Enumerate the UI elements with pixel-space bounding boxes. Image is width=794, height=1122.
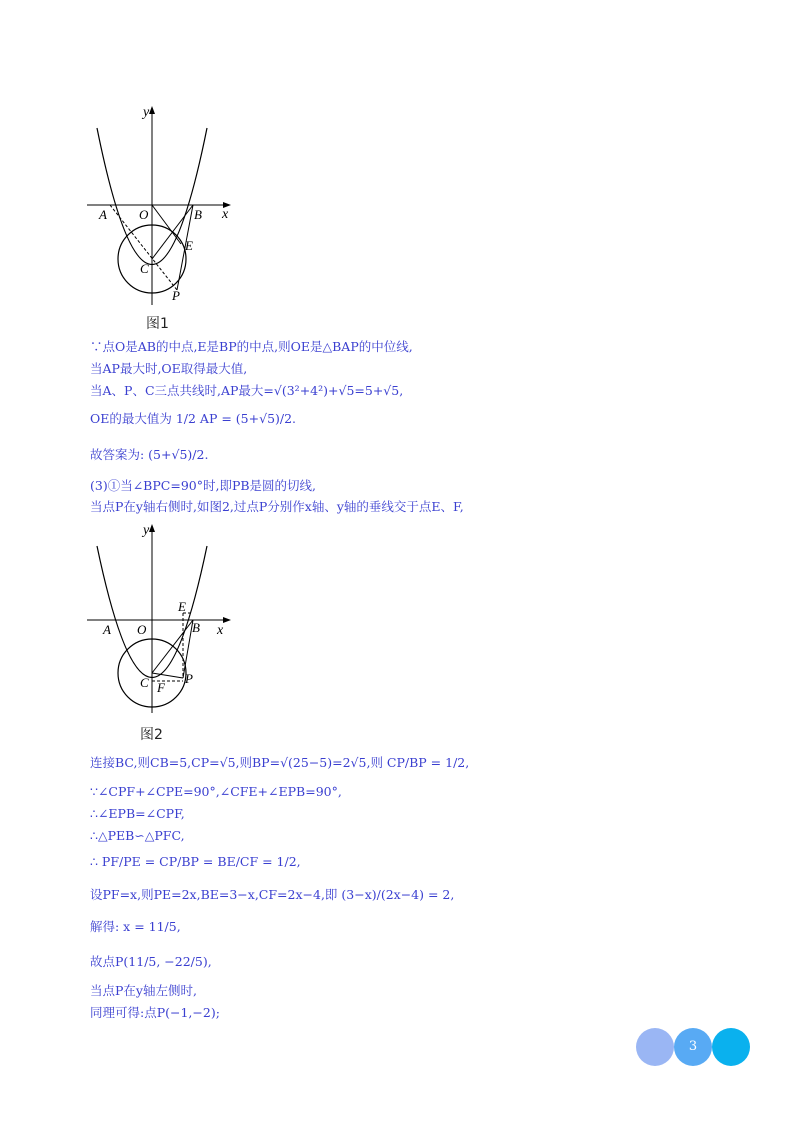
solution-line-14: 解得: x = 11/5,	[90, 919, 181, 934]
solution-line-13: 设PF=x,则PE=2x,BE=3−x,CF=2x−4,即 (3−x)/(2x−4) = 2,	[90, 887, 455, 902]
fig1-label-o: O	[139, 207, 149, 222]
solution-line-6: (3)①当∠BPC=90°时,即PB是圆的切线,	[90, 478, 317, 493]
solution-line-16: 当点P在y轴左侧时,	[90, 983, 197, 998]
solution-line-12: ∴ PF/PE = CP/BP = BE/CF = 1/2,	[90, 854, 301, 869]
fig1-label-p: P	[172, 288, 180, 303]
solution-line-10: ∴∠EPB=∠CPF,	[90, 806, 185, 821]
solution-line-9: ∵∠CPF+∠CPE=90°,∠CFE+∠EPB=90°,	[90, 784, 342, 799]
figure-2	[85, 518, 245, 718]
figure-1	[85, 100, 245, 310]
fig2-label-o: O	[137, 622, 147, 637]
page-number-badge	[636, 1028, 752, 1066]
fig1-label-a: A	[99, 207, 107, 222]
page-number: 3	[674, 1028, 712, 1066]
fig2-label-c: C	[140, 675, 149, 690]
figure-2-diagram	[85, 518, 245, 718]
fig2-label-e: E	[178, 599, 186, 614]
solution-line-15: 故点P(11/5, −22/5),	[90, 954, 212, 969]
badge-circle-right	[712, 1028, 750, 1066]
fig2-label-p: P	[185, 671, 193, 686]
solution-line-8: 连接BC,则CB=5,CP=√5,则BP=√(25−5)=2√5,则 CP/BP = 1/2,	[90, 755, 470, 770]
fig1-label-b: B	[194, 207, 202, 222]
solution-line-7: 当点P在y轴右侧时,如图2,过点P分别作x轴、y轴的垂线交于点E、F,	[90, 499, 464, 514]
fig2-label-a: A	[103, 622, 111, 637]
figure-2-caption: 图2	[140, 727, 163, 743]
solution-line-1: ∵点O是AB的中点,E是BP的中点,则OE是△BAP的中位线,	[90, 339, 413, 354]
fig2-label-x: x	[217, 623, 224, 638]
fig1-label-y: y	[143, 105, 150, 120]
solution-line-2: 当AP最大时,OE取得最大值,	[90, 361, 248, 376]
figure-1-diagram	[85, 100, 245, 310]
solution-line-17: 同理可得:点P(−1,−2);	[90, 1005, 220, 1020]
fig1-label-e: E	[185, 238, 193, 253]
solution-line-11: ∴△PEB∽△PFC,	[90, 828, 185, 843]
fig1-label-x: x	[222, 207, 229, 222]
fig2-label-y: y	[143, 523, 150, 538]
fig1-label-c: C	[140, 261, 149, 276]
fig2-label-b: B	[192, 620, 200, 635]
figure-1-caption: 图1	[146, 316, 169, 332]
solution-line-3: 当A、P、C三点共线时,AP最大=√(3²+4²)+√5=5+√5,	[90, 383, 404, 398]
fig2-label-f: F	[157, 680, 165, 695]
solution-line-5: 故答案为: (5+√5)/2.	[90, 447, 209, 462]
solution-line-4: OE的最大值为 1/2 AP = (5+√5)/2.	[90, 411, 297, 426]
badge-circle-left	[636, 1028, 674, 1066]
